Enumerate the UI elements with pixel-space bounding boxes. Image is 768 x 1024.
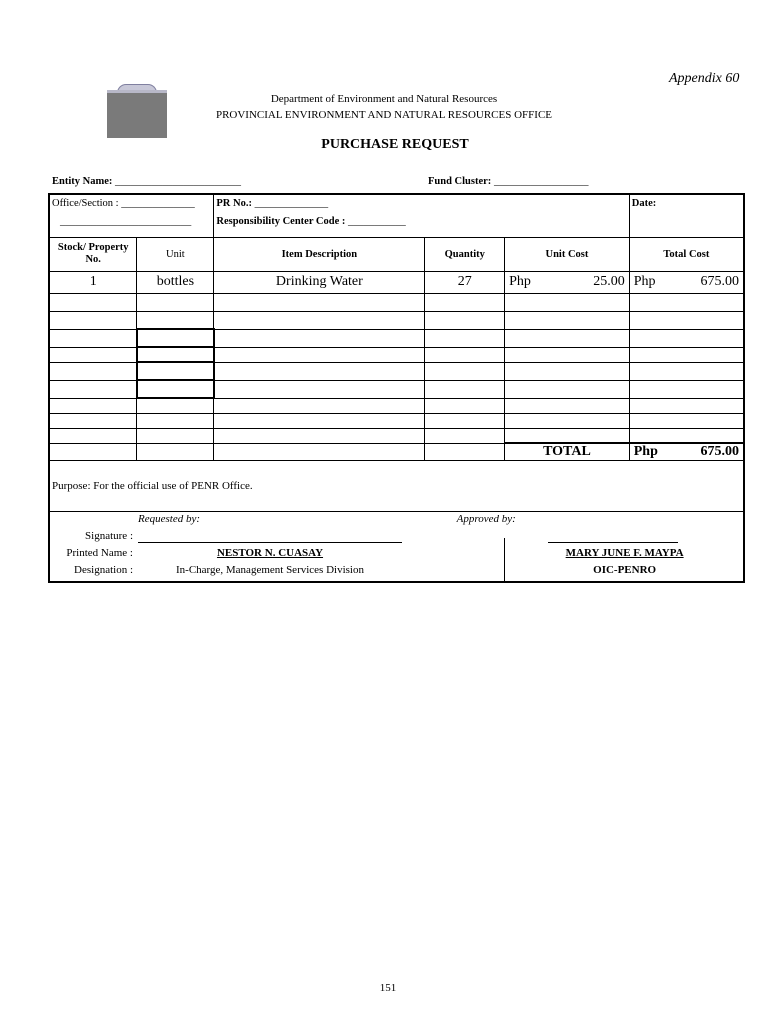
requested-by-cell (49, 512, 505, 583)
purpose-text: Purpose: For the official use of PENR Office. (49, 461, 744, 512)
entity-name-field (52, 176, 241, 187)
purchase-request-table (48, 193, 745, 583)
appendix-label: Appendix 60 (669, 71, 740, 86)
fund-cluster-field (428, 176, 588, 187)
signatory-row (49, 512, 744, 583)
empty-row (49, 428, 744, 443)
printed-name-label: Printed Name : (66, 547, 133, 559)
empty-row (49, 413, 744, 428)
approver-signature-line (548, 542, 678, 543)
total-row (49, 443, 744, 461)
col-total-cost-header: Total Cost (629, 237, 744, 271)
total-currency: Php (633, 444, 658, 459)
approver-name: MARY JUNE F. MAYPA (565, 547, 684, 559)
rcc-label: Responsibility Center Code : (216, 216, 346, 227)
approved-by-label: Approved by: (456, 513, 516, 525)
entity-name-blank: ________________________ (115, 176, 241, 187)
empty-row (49, 347, 744, 362)
empty-row (49, 329, 744, 347)
item-total-cost (629, 271, 744, 293)
col-quantity-header: Quantity (425, 237, 505, 271)
empty-row (49, 380, 744, 398)
table-row (49, 271, 744, 293)
designation-label: Designation : (74, 564, 133, 576)
item-quantity: 27 (425, 271, 505, 293)
requester-designation: In-Charge, Management Services Division (176, 564, 364, 576)
pr-number-cell (214, 194, 629, 237)
office-section-label: Office/Section : (52, 198, 119, 209)
entity-name-label: Entity Name: (52, 176, 113, 187)
item-description: Drinking Water (214, 271, 425, 293)
fund-cluster-label: Fund Cluster: (428, 176, 492, 187)
col-item-header: Item Description (214, 237, 425, 271)
approved-by-cell (456, 512, 744, 583)
purpose-row (49, 461, 744, 512)
empty-row (49, 293, 744, 311)
col-unit-header: Unit (137, 237, 214, 271)
fund-cluster-blank: __________________ (493, 176, 589, 187)
col-unit-cost-header: Unit Cost (505, 237, 630, 271)
total-value: 675.00 (700, 444, 739, 459)
office-section-blank: ______________ (121, 198, 195, 209)
total-amount (629, 443, 744, 461)
total-label: TOTAL (505, 443, 630, 461)
table-header-row (49, 237, 744, 271)
requested-by-label: Requested by: (138, 513, 200, 525)
item-unit: bottles (137, 271, 214, 293)
office-section-blank-2: _________________________ (60, 216, 192, 227)
item-unit-cost (505, 271, 630, 293)
office-section-cell (49, 194, 214, 237)
empty-row (49, 362, 744, 380)
pr-number-label: PR No.: (216, 198, 252, 209)
office-name: PROVINCIAL ENVIRONMENT AND NATURAL RESOURCES OFFICE (215, 109, 553, 121)
empty-row (49, 311, 744, 329)
signature-label: Signature : (85, 530, 133, 542)
col-stock-header: Stock/ Property No. (49, 237, 137, 271)
item-total-cost-value: 675.00 (700, 274, 739, 289)
item-unit-cost-currency: Php (509, 274, 531, 289)
department-name: Department of Environment and Natural Resources (270, 93, 498, 105)
page-title: PURCHASE REQUEST (321, 137, 469, 152)
empty-row (49, 398, 744, 413)
requester-signature-line (138, 542, 402, 543)
item-total-cost-currency: Php (633, 274, 656, 289)
item-unit-cost-value: 25.00 (593, 274, 625, 289)
item-stock-no: 1 (49, 271, 137, 293)
date-cell (629, 194, 744, 237)
approver-designation: OIC-PENRO (593, 564, 657, 576)
requester-name: NESTOR N. CUASAY (216, 547, 324, 559)
date-label: Date: (631, 198, 657, 209)
pr-number-blank: ______________ (254, 198, 329, 209)
page-number: 151 (379, 982, 397, 994)
rcc-blank: ___________ (348, 216, 406, 227)
